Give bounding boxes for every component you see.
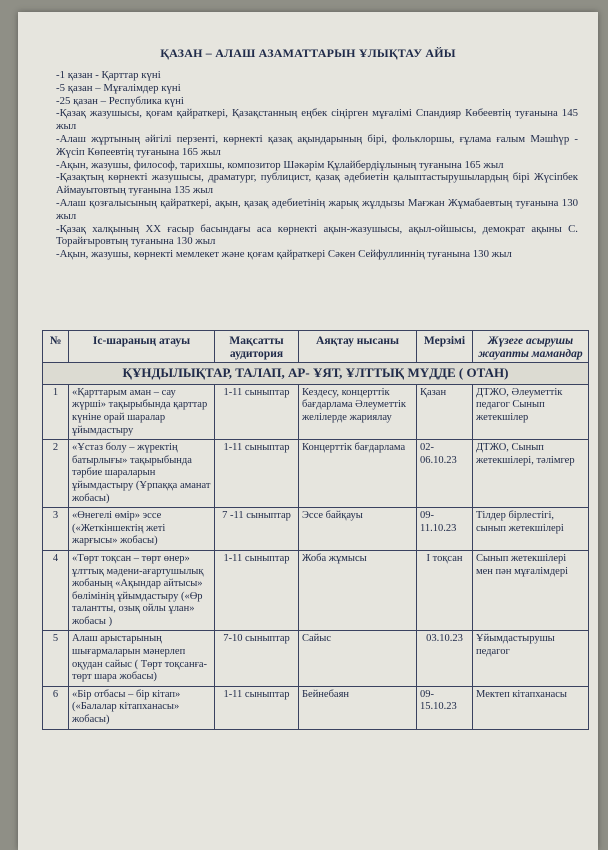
cell-term: І тоқсан (417, 550, 473, 631)
cell-responsible: ДТЖО, Сынып жетекшілері, тәлімгер (473, 440, 589, 508)
header-term: Мерзімі (417, 331, 473, 363)
cell-name: «Қарттарым аман – сау жүрші» тақырыбында қарттар күніне орай шаралар ұйымдастыру (69, 384, 215, 439)
cell-num: 5 (43, 631, 69, 686)
cell-num: 3 (43, 508, 69, 551)
cell-form: Жоба жұмысы (299, 550, 417, 631)
intro-line: -5 қазан – Мұғалімдер күні (56, 81, 181, 94)
intro-line: -Қазақтың көрнекті жазушысы, драматург, публицист, қазақ әдебиетін қалыптастырушылардың бірі Жүсіпбек Аймауытовтың туғанына 135 жыл (56, 171, 581, 197)
cell-audience: 1-11 сыныптар (215, 550, 299, 631)
cell-audience: 7 -11 сыныптар (215, 508, 299, 551)
cell-form: Концерттік бағдарлама (299, 440, 417, 508)
intro-line: -25 қазан – Республика күні (56, 94, 184, 107)
table-row (43, 384, 589, 439)
cell-responsible: Мектеп кітапханасы (473, 686, 589, 729)
cell-name: «Өнегелі өмір» эссе («Жеткіншектің жеті жарғысы» жобасы) (69, 508, 215, 551)
table-row (43, 440, 589, 508)
header-num: № (43, 331, 69, 363)
intro-line: -Қазақ халқының XX ғасыр басындағы аса көрнекті ақын-жазушысы, ақыл-ойшысы, демократ ақыны С. Торайғыровтың туғанына 130 жыл (56, 222, 581, 248)
cell-responsible: Тілдер бірлестігі, сынып жетекшілері (473, 508, 589, 551)
cell-name: «Бір отбасы – бір кітап» («Балалар кітапханасы» жобасы) (69, 686, 215, 729)
cell-num: 6 (43, 686, 69, 729)
cell-form: Бейнебаян (299, 686, 417, 729)
header-name: Іс-шараның атауы (69, 331, 215, 363)
intro-line: -1 қазан - Қарттар күні (56, 69, 161, 81)
cell-term: Қазан (417, 384, 473, 439)
intro-line: -Қазақ жазушысы, қоғам қайраткері, Қазақстанның еңбек сіңірген мұғалімі Спандияр Көбеевтің туғанына 145 жыл (56, 107, 581, 133)
cell-term: 09-15.10.23 (417, 686, 473, 729)
section-title: ҚҰНДЫЛЫҚТАР, ТАЛАП, АР- ҰЯТ, ҰЛТТЫҚ МҮДДЕ ( ОТАН) (43, 363, 589, 385)
table-row (43, 550, 589, 631)
cell-num: 4 (43, 550, 69, 631)
cell-responsible: Ұйымдастырушы педагог (473, 631, 589, 686)
document-page (18, 12, 598, 850)
table-header-row (43, 331, 589, 363)
header-audience: Мақсатты аудитория (215, 331, 299, 363)
cell-term: 03.10.23 (417, 631, 473, 686)
cell-audience: 1-11 сыныптар (215, 440, 299, 508)
cell-term: 02-06.10.23 (417, 440, 473, 508)
cell-num: 2 (43, 440, 69, 508)
document-title: ҚАЗАН – АЛАШ АЗАМАТТАРЫН ҰЛЫҚТАУ АЙЫ (160, 46, 456, 60)
cell-audience: 1-11 сыныптар (215, 686, 299, 729)
cell-name: «Төрт тоқсан – төрт өнер» ұлттық мәдени-ағартушылық жобаның «Ақындар айтысы» бөлімінің ұйымдастыру («Өр талантты, озық ойлы ұлан» жобасы ) (69, 550, 215, 631)
table-row (43, 686, 589, 729)
cell-form: Кездесу, концерттік бағдарлама Әлеуметтік желілерде жариялау (299, 384, 417, 439)
intro-line: -Ақын, жазушы, философ, тарихшы, композитор Шәкәрім Құлайбердіұлының туғанына 165 жыл (56, 158, 504, 171)
header-responsible: Жүзеге асырушы жауапты мамандар (473, 331, 589, 363)
cell-responsible: Сынып жетекшілері мен пән мұғалімдері (473, 550, 589, 631)
intro-line: -Алаш қозғалысының қайраткері, ақын, қазақ әдебиетінің жарық жұлдызы Мағжан Жұмабаевтың туғанына 130 жыл (56, 196, 581, 222)
table-row (43, 508, 589, 551)
table-row (43, 631, 589, 686)
cell-audience: 1-11 сыныптар (215, 384, 299, 439)
cell-audience: 7-10 сыныптар (215, 631, 299, 686)
cell-name: «Ұстаз болу – жүректің батырлығы» тақырыбында тәрбие шараларын ұйымдастыру (Ұрпаққа аманат жобасы) (69, 440, 215, 508)
cell-num: 1 (43, 384, 69, 439)
cell-form: Эссе байқауы (299, 508, 417, 551)
intro-line: -Алаш жұртының әйгілі перзенті, көрнекті қазақ ақындарының бірі, фольклоршы, ғұлама ғалым Мәшһүр - Жүсіп Көпеевтің туғанына 165 жыл (56, 132, 581, 158)
header-form: Аяқтау нысаны (299, 331, 417, 363)
cell-responsible: ДТЖО, Әлеуметтік педагог Сынып жетекшілер (473, 384, 589, 439)
events-table (42, 330, 589, 730)
cell-name: Алаш арыстарының шығармаларын мәнерлеп оқудан сайыс ( Төрт тоқсанға- төрт шара жобасы) (69, 631, 215, 686)
section-row (43, 363, 589, 385)
intro-line: -Ақын, жазушы, көрнекті мемлекет және қоғам қайраткері Сәкен Сейфуллиннің туғанына 130 жыл (56, 248, 512, 261)
cell-term: 09-11.10.23 (417, 508, 473, 551)
cell-form: Сайыс (299, 631, 417, 686)
intro-list (56, 69, 581, 261)
